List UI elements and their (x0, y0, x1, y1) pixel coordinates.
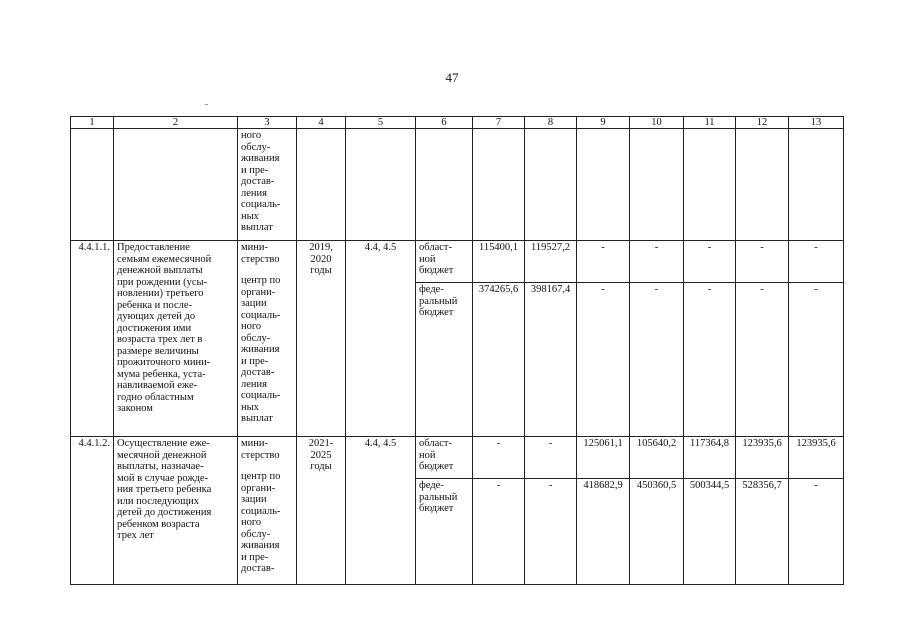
value-cell: 398167,4 (525, 283, 577, 437)
header-col-11: 11 (684, 117, 736, 129)
header-col-2: 2 (114, 117, 238, 129)
row-number: 4.4.1.2. (71, 437, 114, 585)
source-name: феде- ральный бюджет (416, 283, 473, 437)
value-cell: - (473, 479, 525, 585)
value-cell: - (736, 241, 789, 283)
source-name: област- ной бюджет (416, 241, 473, 283)
value-cell: 123935,6 (736, 437, 789, 479)
value-cell: - (789, 479, 844, 585)
cell-empty (684, 129, 736, 241)
row-years: 2021- 2025 годы (297, 437, 346, 585)
value-cell: - (630, 241, 684, 283)
value-cell: - (577, 283, 630, 437)
cell-empty (525, 129, 577, 241)
executor-continuation: ного обслу- живания и пре- достав- ления социаль- ных выплат (238, 129, 297, 241)
value-cell: - (630, 283, 684, 437)
header-col-6: 6 (416, 117, 473, 129)
value-cell: 125061,1 (577, 437, 630, 479)
value-cell: 418682,9 (577, 479, 630, 585)
table-row (71, 437, 844, 479)
executor-bottom: центр по органи- зации социаль- ного обслу- живания и пре- достав- (241, 471, 281, 574)
header-col-4: 4 (297, 117, 346, 129)
header-col-7: 7 (473, 117, 525, 129)
cell-empty (736, 129, 789, 241)
value-cell: 123935,6 (789, 437, 844, 479)
cell-empty (577, 129, 630, 241)
value-cell: 374265,6 (473, 283, 525, 437)
value-cell: - (473, 437, 525, 479)
header-col-12: 12 (736, 117, 789, 129)
row-description: Предоставление семьям ежемесячной денежной выплаты при рождении (усы- новлении) третьего ребенка и после- дующих детей до достижения ими возраста трех лет в размере величины прожиточного мини- мума ребенка, уста- навливаемой еже- годно областным законом (114, 241, 238, 437)
value-cell: 119527,2 (525, 241, 577, 283)
value-cell: 500344,5 (684, 479, 736, 585)
value-cell: 115400,1 (473, 241, 525, 283)
page-number: 47 (445, 70, 459, 85)
row-number: 4.4.1.1. (71, 241, 114, 437)
value-cell: 117364,8 (684, 437, 736, 479)
row-years: 2019, 2020 годы (297, 241, 346, 437)
executor-top: мини- стерство (241, 438, 280, 461)
value-cell: - (789, 283, 844, 437)
value-cell: - (525, 437, 577, 479)
value-cell: - (525, 479, 577, 585)
value-cell: - (736, 283, 789, 437)
scan-speck (205, 104, 208, 105)
header-col-5: 5 (346, 117, 416, 129)
row-executor (238, 241, 297, 437)
continuation-row (71, 129, 844, 241)
value-cell: - (684, 241, 736, 283)
header-row (71, 117, 844, 129)
value-cell: 528356,7 (736, 479, 789, 585)
cell-empty (114, 129, 238, 241)
cell-empty (630, 129, 684, 241)
header-col-10: 10 (630, 117, 684, 129)
executor-top: мини- стерство (241, 242, 280, 265)
row-indicators: 4.4, 4.5 (346, 241, 416, 437)
cell-empty (346, 129, 416, 241)
value-cell: - (684, 283, 736, 437)
row-description: Осуществление еже- месячной денежной выплаты, назначае- мой в случае рожде- ния третьего ребенка или последующих детей до достижения ребенком возраста трех лет (114, 437, 238, 585)
cell-empty (71, 129, 114, 241)
row-executor (238, 437, 297, 585)
budget-table (70, 116, 844, 585)
cell-empty (416, 129, 473, 241)
header-col-9: 9 (577, 117, 630, 129)
cell-empty (789, 129, 844, 241)
cell-empty (297, 129, 346, 241)
header-col-3: 3 (238, 117, 297, 129)
table-row (71, 241, 844, 283)
row-indicators: 4.4, 4.5 (346, 437, 416, 585)
header-col-1: 1 (71, 117, 114, 129)
source-name: феде- ральный бюджет (416, 479, 473, 585)
value-cell: - (577, 241, 630, 283)
value-cell: 450360,5 (630, 479, 684, 585)
value-cell: 105640,2 (630, 437, 684, 479)
executor-bottom: центр по органи- зации социаль- ного обслу- живания и пре- достав- ления социаль- ных выплат (241, 275, 281, 424)
source-name: област- ной бюджет (416, 437, 473, 479)
value-cell: - (789, 241, 844, 283)
header-col-13: 13 (789, 117, 844, 129)
cell-empty (473, 129, 525, 241)
header-col-8: 8 (525, 117, 577, 129)
